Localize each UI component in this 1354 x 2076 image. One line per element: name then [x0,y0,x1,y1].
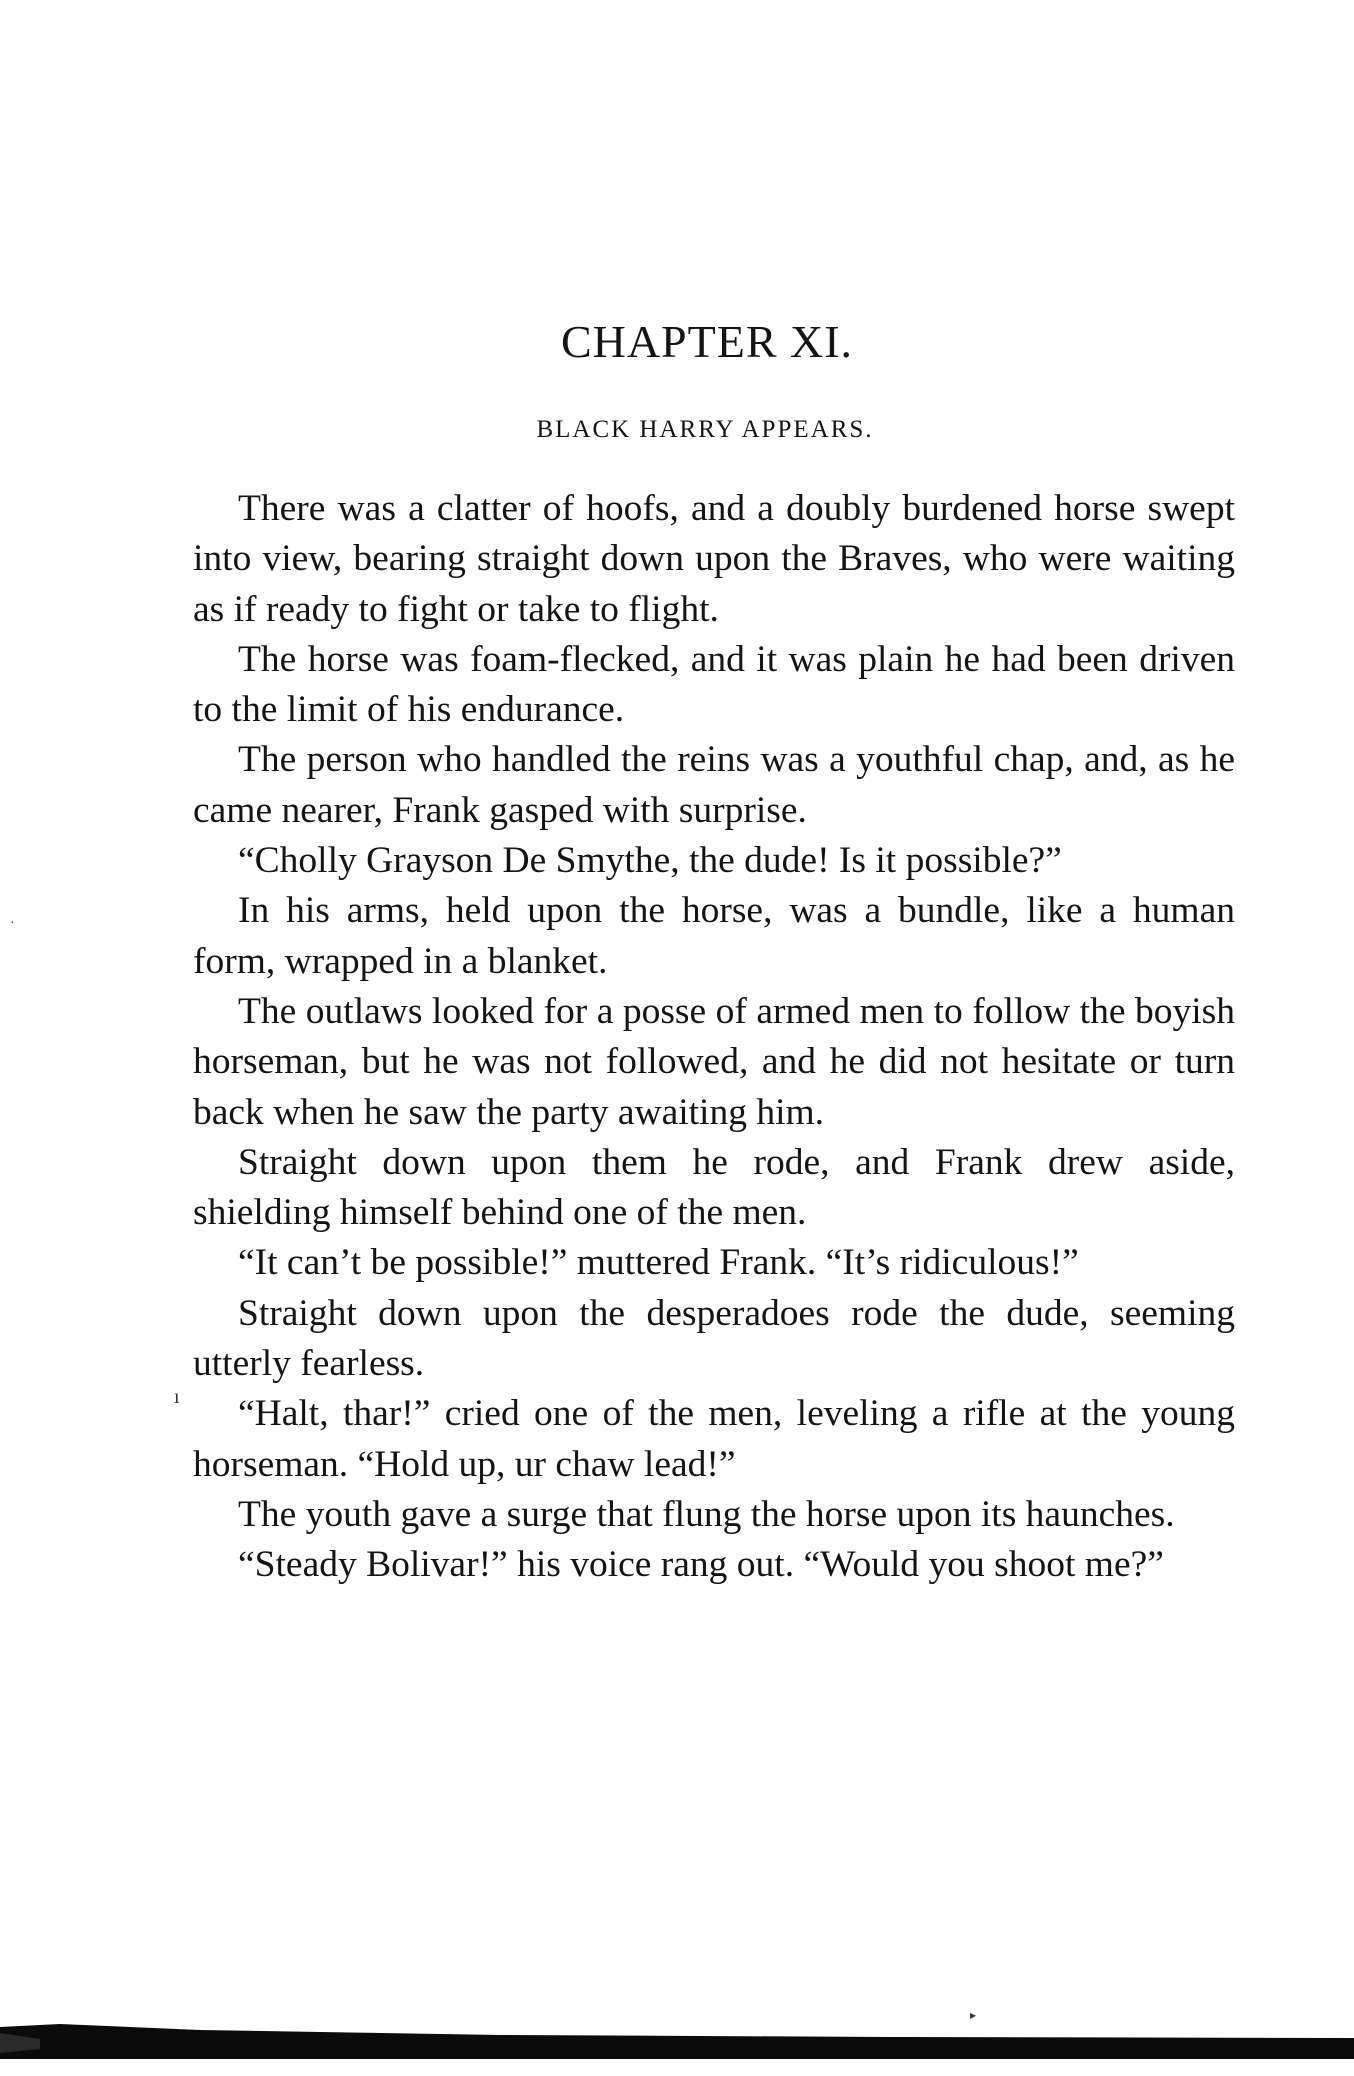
paragraph: The outlaws looked for a posse of armed men to follow the boyish horseman, but he was not followed, and he did not hesitate or turn back when he saw the party awaiting him. [193,990,1235,1133]
chapter-body [193,484,1235,1591]
paragraph: “Steady Bolivar!” his voice rang out. “Would you shoot me?” [238,1544,1164,1586]
scan-speck: · [10,916,15,931]
paragraph: The person who handled the reins was a youthful chap, and, as he came nearer, Frank gasped with surprise. [193,739,1235,831]
paragraph: “Cholly Grayson De Smythe, the dude! Is it possible?” [238,840,1062,882]
paragraph: Straight down upon them he rode, and Frank drew aside, shielding himself behind one of the men. [193,1141,1235,1234]
scan-edge-bar [0,2013,1354,2059]
paragraph: There was a clatter of hoofs, and a doubly burdened horse swept into view, bearing straight down upon the Braves, who were waiting as if ready to fight or take to flight. [193,488,1235,630]
paragraph: “It can’t be possible!” muttered Frank. “It’s ridiculous!” [238,1242,1079,1284]
chapter-title: CHAPTER XI. [560,316,854,367]
scan-speck: ▸ [970,2008,977,2022]
paragraph: The youth gave a surge that flung the horse upon its haunches. [238,1493,1175,1535]
chapter-subtitle: BLACK HARRY APPEARS. [536,416,874,443]
paragraph: Straight down upon the desperadoes rode the dude, seeming utterly fearless. [193,1292,1235,1385]
scan-speck: ı [174,1386,180,1408]
paragraph: The horse was foam-flecked, and it was plain he had been driven to the limit of his endurance. [193,638,1235,731]
paragraph: In his arms, held upon the horse, was a bundle, like a human form, wrapped in a blanket. [193,890,1235,982]
paragraph: “Halt, thar!” cried one of the men, leveling a rifle at the young horseman. “Hold up, ur chaw lead!” [193,1393,1235,1485]
